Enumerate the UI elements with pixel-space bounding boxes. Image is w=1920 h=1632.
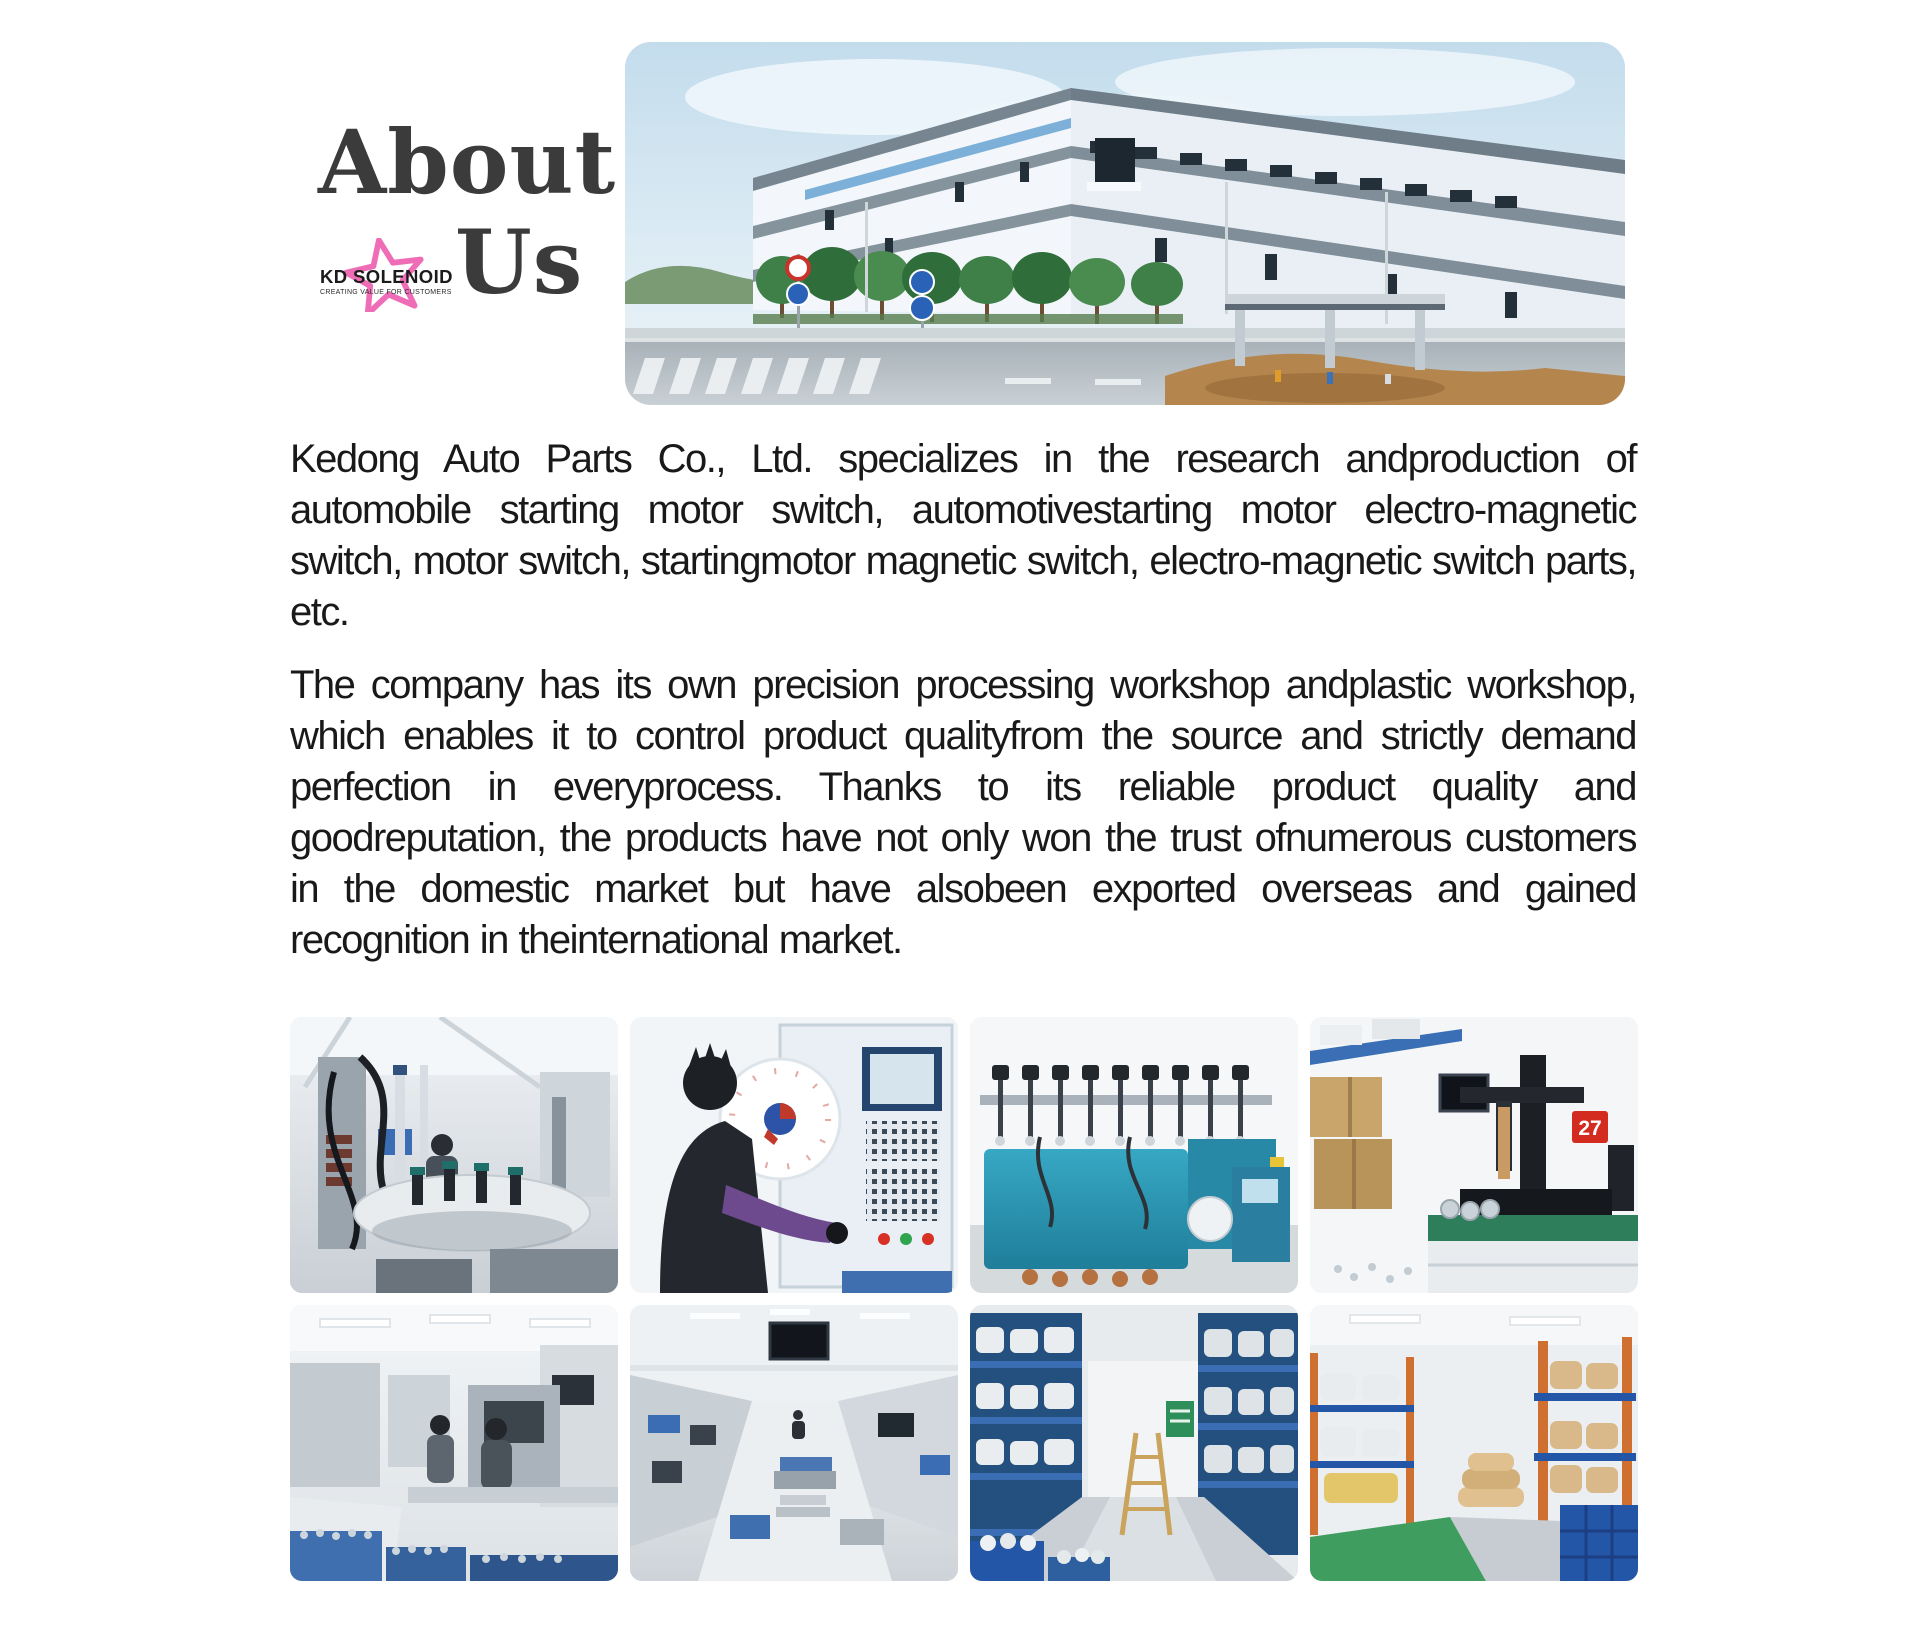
photo-gallery — [290, 1017, 1638, 1581]
gallery-photo-6 — [630, 1305, 958, 1581]
gallery-photo-8 — [1310, 1305, 1638, 1581]
kd-solenoid-logo — [320, 238, 453, 296]
factory-building-photo — [625, 42, 1625, 405]
gallery-photo-5 — [290, 1305, 618, 1581]
factory-building-illustration — [625, 42, 1625, 405]
gallery-photo-4 — [1310, 1017, 1638, 1293]
gallery-photo-1 — [290, 1017, 618, 1293]
gallery-photo-7 — [970, 1305, 1298, 1581]
about-paragraph-2: The company has its own precision processing workshop andplastic workshop, which enables it to control product qualityfrom the source and strictly demand perfection in everyprocess. Thanks to its reliable product quality and goodreputation, the products have not only won the trust ofnumerous customers in the domestic market but have alsobeen exported overseas and gained recognition in theinternational market. — [290, 663, 1636, 962]
gallery-photo-3 — [970, 1017, 1298, 1293]
page-title-us: Us — [455, 210, 584, 314]
logo-name: KD SOLENOID — [320, 266, 453, 287]
gallery-photo-2 — [630, 1017, 958, 1293]
logo-tagline: CREATING VALUE FOR CUSTOMERS — [320, 289, 452, 296]
station-number-badge: 27 — [1578, 1117, 1602, 1140]
about-paragraph-1: Kedong Auto Parts Co., Ltd. specializes in the research andproduction of automobile starting motor switch, automotivestarting motor electro-magnetic switch, motor switch, startingmotor magnetic switch, electro-magnetic switch parts, etc. — [290, 437, 1636, 634]
page-title-about: About — [318, 110, 617, 214]
